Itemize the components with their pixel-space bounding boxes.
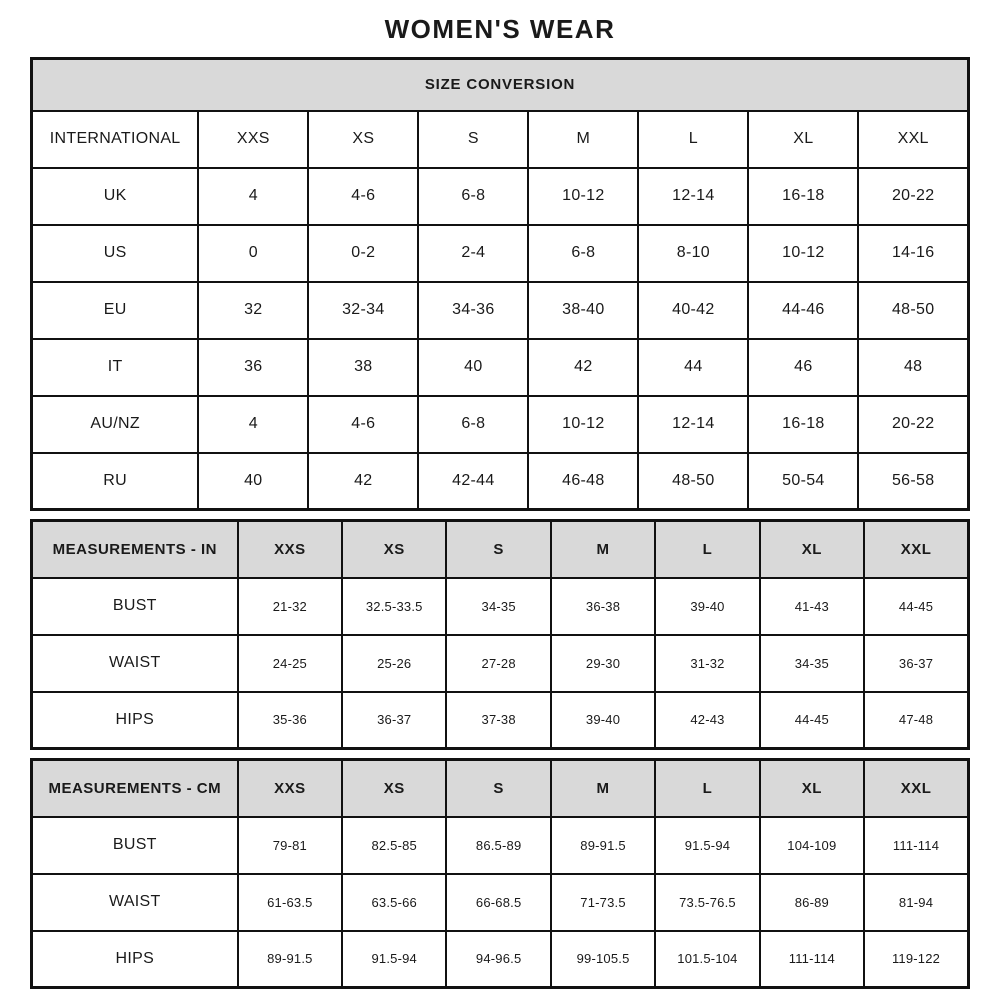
value-cell: 16-18	[748, 396, 858, 453]
value-cell: XL	[748, 111, 858, 168]
value-cell: 91.5-94	[655, 817, 759, 874]
value-cell: 82.5-85	[342, 817, 446, 874]
value-cell: 6-8	[418, 168, 528, 225]
measurements-cm-header-row	[32, 760, 969, 817]
value-cell: 32	[198, 282, 308, 339]
value-cell: 48-50	[638, 453, 748, 510]
size-conversion-row	[32, 282, 969, 339]
value-cell: XXL	[858, 111, 968, 168]
measurements-cm-table	[30, 758, 970, 989]
value-cell: 6-8	[528, 225, 638, 282]
value-cell: M	[528, 111, 638, 168]
row-label: IT	[32, 339, 199, 396]
value-cell: 12-14	[638, 168, 748, 225]
value-cell: 40	[198, 453, 308, 510]
measurement-in-row	[32, 635, 969, 692]
value-cell: 119-122	[864, 931, 968, 988]
value-cell: XS	[308, 111, 418, 168]
value-cell: 6-8	[418, 396, 528, 453]
value-cell: 14-16	[858, 225, 968, 282]
size-conversion-row	[32, 225, 969, 282]
size-column-header: M	[551, 521, 655, 578]
value-cell: 42	[528, 339, 638, 396]
measurements-in-table	[30, 519, 970, 750]
value-cell: 44-45	[760, 692, 864, 749]
size-conversion-header-row	[32, 59, 969, 111]
measurements-in-title: MEASUREMENTS - IN	[32, 521, 238, 578]
size-conversion-row	[32, 339, 969, 396]
value-cell: 111-114	[864, 817, 968, 874]
row-label: HIPS	[32, 692, 238, 749]
value-cell: 94-96.5	[446, 931, 550, 988]
row-label: AU/NZ	[32, 396, 199, 453]
row-label: UK	[32, 168, 199, 225]
row-label: EU	[32, 282, 199, 339]
row-label: WAIST	[32, 874, 238, 931]
value-cell: XXS	[198, 111, 308, 168]
value-cell: 66-68.5	[446, 874, 550, 931]
value-cell: 2-4	[418, 225, 528, 282]
value-cell: 111-114	[760, 931, 864, 988]
value-cell: 34-36	[418, 282, 528, 339]
value-cell: 20-22	[858, 168, 968, 225]
value-cell: 73.5-76.5	[655, 874, 759, 931]
value-cell: 10-12	[528, 396, 638, 453]
value-cell: 44-46	[748, 282, 858, 339]
value-cell: 36-37	[342, 692, 446, 749]
measurements-in-header-row	[32, 521, 969, 578]
row-label: BUST	[32, 817, 238, 874]
size-column-header: XXS	[238, 521, 342, 578]
value-cell: 89-91.5	[238, 931, 342, 988]
value-cell: 32-34	[308, 282, 418, 339]
value-cell: 38-40	[528, 282, 638, 339]
value-cell: 48	[858, 339, 968, 396]
size-conversion-row	[32, 396, 969, 453]
value-cell: 20-22	[858, 396, 968, 453]
row-label: INTERNATIONAL	[32, 111, 199, 168]
row-label: BUST	[32, 578, 238, 635]
value-cell: 50-54	[748, 453, 858, 510]
size-conversion-row	[32, 168, 969, 225]
value-cell: 35-36	[238, 692, 342, 749]
measurement-in-row	[32, 692, 969, 749]
value-cell: 63.5-66	[342, 874, 446, 931]
size-column-header: XXS	[238, 760, 342, 817]
size-column-header: XXL	[864, 521, 968, 578]
measurements-cm-title: MEASUREMENTS - CM	[32, 760, 238, 817]
size-column-header: XS	[342, 760, 446, 817]
value-cell: 41-43	[760, 578, 864, 635]
value-cell: 36-37	[864, 635, 968, 692]
value-cell: 21-32	[238, 578, 342, 635]
value-cell: 46-48	[528, 453, 638, 510]
size-conversion-table	[30, 57, 970, 511]
size-column-header: XL	[760, 521, 864, 578]
value-cell: 81-94	[864, 874, 968, 931]
value-cell: 25-26	[342, 635, 446, 692]
value-cell: 42	[308, 453, 418, 510]
size-column-header: S	[446, 521, 550, 578]
value-cell: 46	[748, 339, 858, 396]
row-label: WAIST	[32, 635, 238, 692]
value-cell: 12-14	[638, 396, 748, 453]
size-column-header: M	[551, 760, 655, 817]
page-title: WOMEN'S WEAR	[384, 14, 616, 44]
size-column-header: S	[446, 760, 550, 817]
measurement-cm-row	[32, 874, 969, 931]
value-cell: 27-28	[446, 635, 550, 692]
value-cell: 56-58	[858, 453, 968, 510]
value-cell: 34-35	[760, 635, 864, 692]
measurement-cm-row	[32, 931, 969, 988]
value-cell: 0	[198, 225, 308, 282]
value-cell: 44	[638, 339, 748, 396]
measurement-cm-row	[32, 817, 969, 874]
value-cell: S	[418, 111, 528, 168]
value-cell: 71-73.5	[551, 874, 655, 931]
measurement-in-row	[32, 578, 969, 635]
value-cell: 79-81	[238, 817, 342, 874]
value-cell: 42-43	[655, 692, 759, 749]
value-cell: 86-89	[760, 874, 864, 931]
value-cell: 104-109	[760, 817, 864, 874]
value-cell: 10-12	[748, 225, 858, 282]
value-cell: 86.5-89	[446, 817, 550, 874]
value-cell: 10-12	[528, 168, 638, 225]
value-cell: 47-48	[864, 692, 968, 749]
value-cell: 4-6	[308, 396, 418, 453]
value-cell: 4	[198, 168, 308, 225]
value-cell: 39-40	[551, 692, 655, 749]
value-cell: 24-25	[238, 635, 342, 692]
value-cell: 101.5-104	[655, 931, 759, 988]
value-cell: 0-2	[308, 225, 418, 282]
value-cell: 8-10	[638, 225, 748, 282]
size-conversion-title: SIZE CONVERSION	[32, 59, 969, 111]
size-column-header: XL	[760, 760, 864, 817]
value-cell: 42-44	[418, 453, 528, 510]
value-cell: 89-91.5	[551, 817, 655, 874]
size-column-header: L	[655, 760, 759, 817]
row-label: RU	[32, 453, 199, 510]
row-label: US	[32, 225, 199, 282]
value-cell: 29-30	[551, 635, 655, 692]
value-cell: 36-38	[551, 578, 655, 635]
value-cell: 44-45	[864, 578, 968, 635]
value-cell: 4	[198, 396, 308, 453]
value-cell: 16-18	[748, 168, 858, 225]
value-cell: 48-50	[858, 282, 968, 339]
row-label: HIPS	[32, 931, 238, 988]
value-cell: 31-32	[655, 635, 759, 692]
value-cell: 39-40	[655, 578, 759, 635]
value-cell: 37-38	[446, 692, 550, 749]
value-cell: 38	[308, 339, 418, 396]
value-cell: 36	[198, 339, 308, 396]
size-conversion-row	[32, 111, 969, 168]
value-cell: 99-105.5	[551, 931, 655, 988]
value-cell: 61-63.5	[238, 874, 342, 931]
value-cell: 32.5-33.5	[342, 578, 446, 635]
size-conversion-row	[32, 453, 969, 510]
size-column-header: XXL	[864, 760, 968, 817]
value-cell: 91.5-94	[342, 931, 446, 988]
value-cell: 4-6	[308, 168, 418, 225]
value-cell: 40	[418, 339, 528, 396]
size-column-header: XS	[342, 521, 446, 578]
value-cell: 34-35	[446, 578, 550, 635]
value-cell: 40-42	[638, 282, 748, 339]
value-cell: L	[638, 111, 748, 168]
size-column-header: L	[655, 521, 759, 578]
